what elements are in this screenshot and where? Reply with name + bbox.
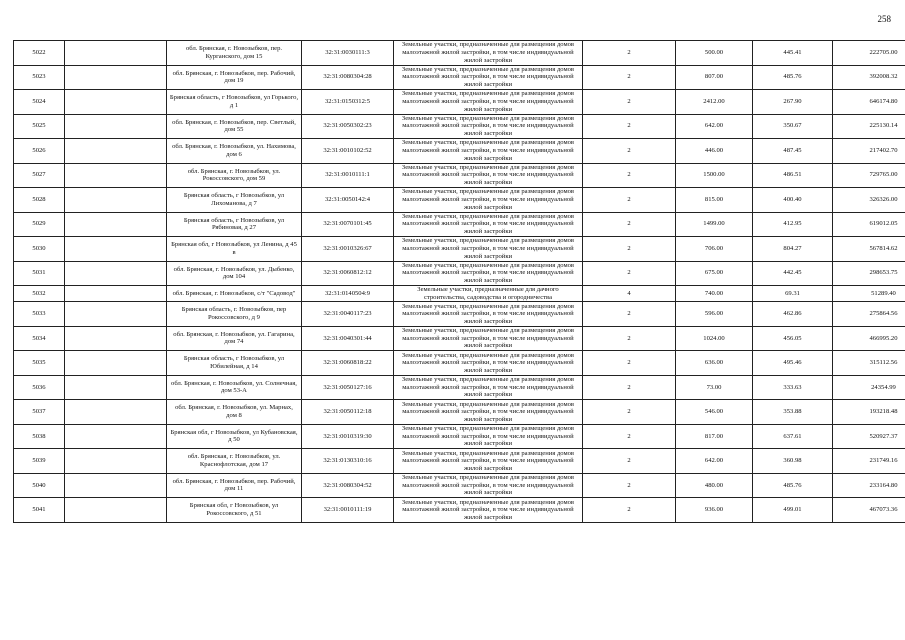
record-number-cell: 5041 <box>14 498 65 523</box>
address-cell: обл. Брянская, г. Новозыбков, ул. Марнах, дом 8 <box>167 400 302 425</box>
category-cell: 2 <box>583 237 676 262</box>
record-number-cell: 5034 <box>14 326 65 351</box>
table-row <box>14 65 905 90</box>
category-cell: 2 <box>583 163 676 188</box>
land-use-cell: Земельные участки, предназначенные для размещения домов малоэтажной жилой застройки, в том числе индивидуальной жилой застройки <box>394 188 583 213</box>
table-row <box>14 90 905 115</box>
empty-cell <box>65 90 167 115</box>
cadastral-value-cell: 392008.32 <box>833 65 905 90</box>
category-cell: 4 <box>583 286 676 302</box>
record-number-cell: 5033 <box>14 302 65 327</box>
address-cell: Брянская обл, г Новозыбков, ул Кубановская, д 50 <box>167 424 302 449</box>
cadastral-value-cell: 315112.56 <box>833 351 905 376</box>
land-use-cell: Земельные участки, предназначенные для размещения домов малоэтажной жилой застройки, в том числе индивидуальной жилой застройки <box>394 41 583 66</box>
area-cell: 706.00 <box>676 237 753 262</box>
address-cell: обл. Брянская, г. Новозыбков, пер. Курганского, дом 15 <box>167 41 302 66</box>
area-cell: 817.00 <box>676 424 753 449</box>
record-number-cell: 5023 <box>14 65 65 90</box>
area-cell: 675.00 <box>676 261 753 286</box>
unit-value-cell: 462.86 <box>753 302 833 327</box>
table-row <box>14 163 905 188</box>
cadastral-number-cell: 32:31:0010111:19 <box>302 498 394 523</box>
empty-cell <box>65 114 167 139</box>
empty-cell <box>65 449 167 474</box>
empty-cell <box>65 237 167 262</box>
category-cell: 2 <box>583 90 676 115</box>
land-use-cell: Земельные участки, предназначенные для размещения домов малоэтажной жилой застройки, в том числе индивидуальной жилой застройки <box>394 261 583 286</box>
table-row <box>14 473 905 498</box>
empty-cell <box>65 163 167 188</box>
cadastral-number-cell: 32:31:0140504:9 <box>302 286 394 302</box>
cadastral-value-cell: 222705.00 <box>833 41 905 66</box>
unit-value-cell: 486.51 <box>753 163 833 188</box>
cadastral-number-cell: 32:31:0040301:44 <box>302 326 394 351</box>
table-row <box>14 114 905 139</box>
cadastral-value-cell: 275864.56 <box>833 302 905 327</box>
land-use-cell: Земельные участки, предназначенные для размещения домов малоэтажной жилой застройки, в том числе индивидуальной жилой застройки <box>394 326 583 351</box>
empty-cell <box>65 326 167 351</box>
cadastral-number-cell: 32:31:0050302:23 <box>302 114 394 139</box>
category-cell: 2 <box>583 473 676 498</box>
address-cell: обл. Брянская, г. Новозыбков, ул. Дыбенко, дом 104 <box>167 261 302 286</box>
area-cell: 636.00 <box>676 351 753 376</box>
unit-value-cell: 487.45 <box>753 139 833 164</box>
category-cell: 2 <box>583 375 676 400</box>
area-cell: 740.00 <box>676 286 753 302</box>
cadastral-value-cell: 520927.37 <box>833 424 905 449</box>
record-number-cell: 5028 <box>14 188 65 213</box>
table-row <box>14 302 905 327</box>
record-number-cell: 5039 <box>14 449 65 474</box>
table-row <box>14 375 905 400</box>
unit-value-cell: 360.98 <box>753 449 833 474</box>
category-cell: 2 <box>583 449 676 474</box>
table-row <box>14 139 905 164</box>
cadastral-value-cell: 567814.62 <box>833 237 905 262</box>
registry-table-body <box>14 41 905 523</box>
cadastral-value-cell: 326326.00 <box>833 188 905 213</box>
land-use-cell: Земельные участки, предназначенные для размещения домов малоэтажной жилой застройки, в том числе индивидуальной жилой застройки <box>394 212 583 237</box>
category-cell: 2 <box>583 41 676 66</box>
table-row <box>14 212 905 237</box>
record-number-cell: 5038 <box>14 424 65 449</box>
empty-cell <box>65 351 167 376</box>
empty-cell <box>65 286 167 302</box>
cadastral-number-cell: 32:31:0150312:5 <box>302 90 394 115</box>
empty-cell <box>65 41 167 66</box>
land-use-cell: Земельные участки, предназначенные для дачного строительства, садоводства и огородничества <box>394 286 583 302</box>
land-registry-table <box>13 40 905 523</box>
category-cell: 2 <box>583 261 676 286</box>
address-cell: обл. Брянская, г. Новозыбков, пер. Рабочий, дом 19 <box>167 65 302 90</box>
land-use-cell: Земельные участки, предназначенные для размещения домов малоэтажной жилой застройки, в том числе индивидуальной жилой застройки <box>394 90 583 115</box>
record-number-cell: 5025 <box>14 114 65 139</box>
table-row <box>14 449 905 474</box>
cadastral-value-cell: 233164.80 <box>833 473 905 498</box>
area-cell: 642.00 <box>676 449 753 474</box>
empty-cell <box>65 212 167 237</box>
address-cell: Брянская область, г. Новозыбков, пер Рокоссовского, д 9 <box>167 302 302 327</box>
land-use-cell: Земельные участки, предназначенные для размещения домов малоэтажной жилой застройки, в том числе индивидуальной жилой застройки <box>394 65 583 90</box>
cadastral-number-cell: 32:31:0010326:67 <box>302 237 394 262</box>
category-cell: 2 <box>583 351 676 376</box>
table-row <box>14 424 905 449</box>
area-cell: 1499.00 <box>676 212 753 237</box>
category-cell: 2 <box>583 326 676 351</box>
land-use-cell: Земельные участки, предназначенные для размещения домов малоэтажной жилой застройки, в том числе индивидуальной жилой застройки <box>394 375 583 400</box>
record-number-cell: 5031 <box>14 261 65 286</box>
cadastral-value-cell: 24354.99 <box>833 375 905 400</box>
area-cell: 2412.00 <box>676 90 753 115</box>
cadastral-value-cell: 217402.70 <box>833 139 905 164</box>
unit-value-cell: 499.01 <box>753 498 833 523</box>
address-cell: обл. Брянская, г. Новозыбков, с/т "Садовод" <box>167 286 302 302</box>
table-row <box>14 400 905 425</box>
area-cell: 480.00 <box>676 473 753 498</box>
cadastral-number-cell: 32:31:0050112:18 <box>302 400 394 425</box>
cadastral-value-cell: 231749.16 <box>833 449 905 474</box>
empty-cell <box>65 375 167 400</box>
address-cell: Брянская область, г Новозыбков, ул Юбилейная, д 14 <box>167 351 302 376</box>
unit-value-cell: 456.05 <box>753 326 833 351</box>
cadastral-number-cell: 32:31:0050142:4 <box>302 188 394 213</box>
cadastral-number-cell: 32:31:0040117:23 <box>302 302 394 327</box>
category-cell: 2 <box>583 498 676 523</box>
table-row <box>14 326 905 351</box>
category-cell: 2 <box>583 212 676 237</box>
area-cell: 1024.00 <box>676 326 753 351</box>
record-number-cell: 5037 <box>14 400 65 425</box>
record-number-cell: 5022 <box>14 41 65 66</box>
table-row <box>14 188 905 213</box>
area-cell: 936.00 <box>676 498 753 523</box>
cadastral-value-cell: 225130.14 <box>833 114 905 139</box>
cadastral-number-cell: 32:31:0010319:30 <box>302 424 394 449</box>
empty-cell <box>65 261 167 286</box>
category-cell: 2 <box>583 114 676 139</box>
unit-value-cell: 353.88 <box>753 400 833 425</box>
land-use-cell: Земельные участки, предназначенные для размещения домов малоэтажной жилой застройки, в том числе индивидуальной жилой застройки <box>394 237 583 262</box>
cadastral-number-cell: 32:31:0030111:3 <box>302 41 394 66</box>
address-cell: обл. Брянская, г. Новозыбков, ул. Краснофлотская, дом 17 <box>167 449 302 474</box>
cadastral-value-cell: 193218.48 <box>833 400 905 425</box>
category-cell: 2 <box>583 400 676 425</box>
record-number-cell: 5030 <box>14 237 65 262</box>
area-cell: 446.00 <box>676 139 753 164</box>
empty-cell <box>65 302 167 327</box>
unit-value-cell: 267.90 <box>753 90 833 115</box>
unit-value-cell: 804.27 <box>753 237 833 262</box>
empty-cell <box>65 498 167 523</box>
table-row <box>14 261 905 286</box>
record-number-cell: 5036 <box>14 375 65 400</box>
unit-value-cell: 485.76 <box>753 65 833 90</box>
cadastral-value-cell: 467073.36 <box>833 498 905 523</box>
land-use-cell: Земельные участки, предназначенные для размещения домов малоэтажной жилой застройки, в том числе индивидуальной жилой застройки <box>394 163 583 188</box>
unit-value-cell: 485.76 <box>753 473 833 498</box>
table-row <box>14 351 905 376</box>
cadastral-number-cell: 32:31:0010111:1 <box>302 163 394 188</box>
address-cell: обл. Брянская, г. Новозыбков, ул. Рокоссовского, дом 59 <box>167 163 302 188</box>
cadastral-value-cell: 466995.20 <box>833 326 905 351</box>
record-number-cell: 5035 <box>14 351 65 376</box>
empty-cell <box>65 424 167 449</box>
land-use-cell: Земельные участки, предназначенные для размещения домов малоэтажной жилой застройки, в том числе индивидуальной жилой застройки <box>394 114 583 139</box>
category-cell: 2 <box>583 424 676 449</box>
record-number-cell: 5029 <box>14 212 65 237</box>
table-row <box>14 286 905 302</box>
cadastral-value-cell: 619012.05 <box>833 212 905 237</box>
empty-cell <box>65 473 167 498</box>
empty-cell <box>65 65 167 90</box>
category-cell: 2 <box>583 65 676 90</box>
address-cell: Брянская обл, г Новозыбков, ул Ленина, д 45 в <box>167 237 302 262</box>
empty-cell <box>65 139 167 164</box>
unit-value-cell: 350.67 <box>753 114 833 139</box>
land-use-cell: Земельные участки, предназначенные для размещения домов малоэтажной жилой застройки, в том числе индивидуальной жилой застройки <box>394 498 583 523</box>
record-number-cell: 5024 <box>14 90 65 115</box>
land-use-cell: Земельные участки, предназначенные для размещения домов малоэтажной жилой застройки, в том числе индивидуальной жилой застройки <box>394 400 583 425</box>
address-cell: обл. Брянская, г. Новозыбков, пер. Рабочий, дом 11 <box>167 473 302 498</box>
unit-value-cell: 442.45 <box>753 261 833 286</box>
area-cell: 73.00 <box>676 375 753 400</box>
unit-value-cell: 412.95 <box>753 212 833 237</box>
unit-value-cell: 69.31 <box>753 286 833 302</box>
table-row <box>14 237 905 262</box>
area-cell: 642.00 <box>676 114 753 139</box>
address-cell: обл. Брянская, г. Новозыбков, ул. Нахимова, дом 6 <box>167 139 302 164</box>
cadastral-value-cell: 51289.40 <box>833 286 905 302</box>
unit-value-cell: 445.41 <box>753 41 833 66</box>
land-use-cell: Земельные участки, предназначенные для размещения домов малоэтажной жилой застройки, в том числе индивидуальной жилой застройки <box>394 449 583 474</box>
address-cell: Брянская область, г Новозыбков, ул Горького, д 1 <box>167 90 302 115</box>
empty-cell <box>65 188 167 213</box>
cadastral-value-cell: 298653.75 <box>833 261 905 286</box>
cadastral-number-cell: 32:31:0060818:22 <box>302 351 394 376</box>
address-cell: Брянская обл, г Новозыбков, ул Рокоссовского, д 51 <box>167 498 302 523</box>
record-number-cell: 5040 <box>14 473 65 498</box>
land-use-cell: Земельные участки, предназначенные для размещения домов малоэтажной жилой застройки, в том числе индивидуальной жилой застройки <box>394 302 583 327</box>
land-use-cell: Земельные участки, предназначенные для размещения домов малоэтажной жилой застройки, в том числе индивидуальной жилой застройки <box>394 424 583 449</box>
cadastral-number-cell: 32:31:0080304:52 <box>302 473 394 498</box>
page-number: 258 <box>877 14 891 24</box>
area-cell: 815.00 <box>676 188 753 213</box>
land-use-cell: Земельные участки, предназначенные для размещения домов малоэтажной жилой застройки, в том числе индивидуальной жилой застройки <box>394 473 583 498</box>
land-use-cell: Земельные участки, предназначенные для размещения домов малоэтажной жилой застройки, в том числе индивидуальной жилой застройки <box>394 351 583 376</box>
land-use-cell: Земельные участки, предназначенные для размещения домов малоэтажной жилой застройки, в том числе индивидуальной жилой застройки <box>394 139 583 164</box>
area-cell: 1500.00 <box>676 163 753 188</box>
unit-value-cell: 333.63 <box>753 375 833 400</box>
area-cell: 807.00 <box>676 65 753 90</box>
cadastral-number-cell: 32:31:0010102:52 <box>302 139 394 164</box>
address-cell: обл. Брянская, г. Новозыбков, ул. Гагарина, дом 74 <box>167 326 302 351</box>
area-cell: 500.00 <box>676 41 753 66</box>
area-cell: 546.00 <box>676 400 753 425</box>
record-number-cell: 5026 <box>14 139 65 164</box>
address-cell: Брянская область, г Новозыбков, ул Рябиновая, д 27 <box>167 212 302 237</box>
category-cell: 2 <box>583 139 676 164</box>
cadastral-number-cell: 32:31:0080304:28 <box>302 65 394 90</box>
cadastral-value-cell: 646174.80 <box>833 90 905 115</box>
cadastral-number-cell: 32:31:0060812:12 <box>302 261 394 286</box>
area-cell: 596.00 <box>676 302 753 327</box>
unit-value-cell: 637.61 <box>753 424 833 449</box>
category-cell: 2 <box>583 188 676 213</box>
cadastral-value-cell: 729765.00 <box>833 163 905 188</box>
table-row <box>14 498 905 523</box>
cadastral-number-cell: 32:31:0070101:45 <box>302 212 394 237</box>
address-cell: Брянская область, г Новозыбков, ул Лихоманова, д 7 <box>167 188 302 213</box>
category-cell: 2 <box>583 302 676 327</box>
record-number-cell: 5027 <box>14 163 65 188</box>
table-row <box>14 41 905 66</box>
unit-value-cell: 400.40 <box>753 188 833 213</box>
cadastral-number-cell: 32:31:0130310:16 <box>302 449 394 474</box>
address-cell: обл. Брянская, г. Новозыбков, ул. Солнечная, дом 53-А <box>167 375 302 400</box>
empty-cell <box>65 400 167 425</box>
record-number-cell: 5032 <box>14 286 65 302</box>
address-cell: обл. Брянская, г. Новозыбков, пер. Светлый, дом 55 <box>167 114 302 139</box>
unit-value-cell: 495.46 <box>753 351 833 376</box>
cadastral-number-cell: 32:31:0050127:16 <box>302 375 394 400</box>
